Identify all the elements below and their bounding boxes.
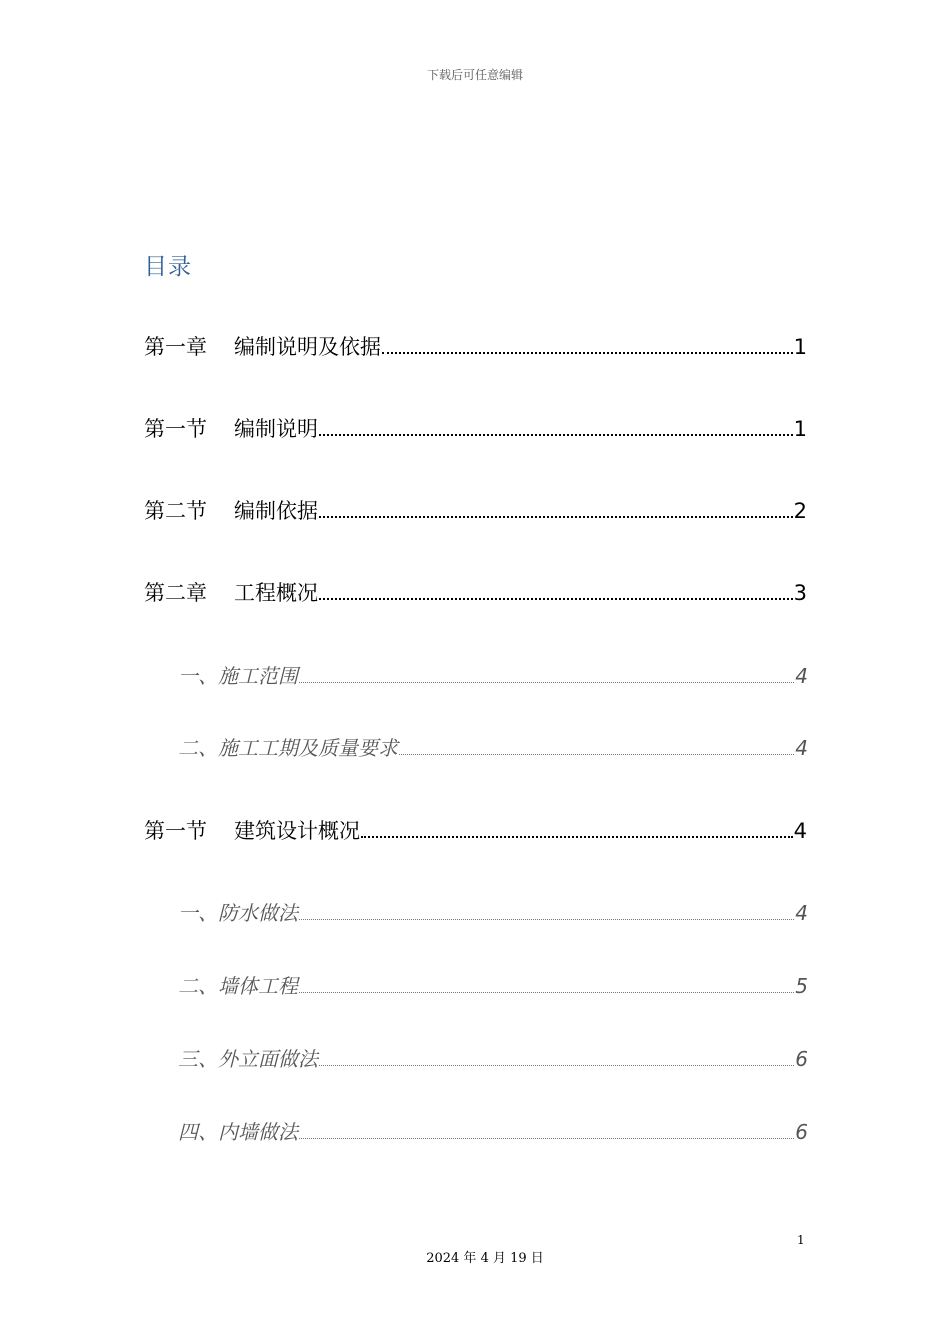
toc-entry-number: 一、 bbox=[178, 664, 218, 688]
toc-entry[interactable] bbox=[178, 1043, 808, 1075]
toc-entry-number: 第一节 bbox=[144, 819, 207, 843]
toc-dot-leader bbox=[319, 498, 793, 518]
toc-entry-page: 6 bbox=[795, 1047, 808, 1071]
toc-title: 目录 bbox=[144, 254, 192, 280]
toc-entry-number: 一、 bbox=[178, 901, 218, 925]
toc-entry-label: 建筑设计概况 bbox=[234, 819, 360, 843]
toc-entry-page: 4 bbox=[793, 819, 807, 843]
toc-entry-number: 第一节 bbox=[144, 417, 207, 441]
header-note: 下载后可任意编辑 bbox=[426, 68, 523, 82]
toc-entry-page: 1 bbox=[793, 335, 807, 359]
toc-dot-leader bbox=[319, 416, 793, 436]
toc-dot-leader bbox=[299, 900, 794, 920]
toc-entry[interactable] bbox=[144, 577, 807, 609]
toc-entry-number: 第一章 bbox=[144, 335, 207, 359]
toc-dot-leader bbox=[299, 663, 794, 683]
toc-dot-leader bbox=[399, 735, 794, 755]
toc-dot-leader bbox=[299, 1119, 794, 1139]
toc-dot-leader bbox=[382, 334, 793, 354]
toc-entry-label: 施工工期及质量要求 bbox=[218, 736, 398, 760]
toc-entry[interactable] bbox=[178, 1116, 808, 1148]
toc-entry-number: 四、 bbox=[178, 1120, 218, 1144]
toc-entry-page: 3 bbox=[793, 581, 807, 605]
toc-entry-page: 4 bbox=[795, 901, 808, 925]
toc-entry-number: 二、 bbox=[178, 974, 218, 998]
toc-entry-number: 三、 bbox=[178, 1047, 218, 1071]
footer-date: 2024 年 4 月 19 日 bbox=[426, 1251, 544, 1266]
toc-entry[interactable] bbox=[178, 660, 808, 692]
toc-entry-label: 编制说明及依据 bbox=[234, 335, 381, 359]
toc-entry-number: 第二章 bbox=[144, 581, 207, 605]
toc-entry-page: 5 bbox=[795, 974, 808, 998]
toc-entry-label: 编制依据 bbox=[234, 499, 318, 523]
toc-entry-number: 二、 bbox=[178, 736, 218, 760]
toc-entry[interactable] bbox=[144, 495, 807, 527]
toc-dot-leader bbox=[361, 818, 793, 838]
toc-entry[interactable] bbox=[144, 331, 807, 363]
toc-entry-label: 防水做法 bbox=[218, 901, 298, 925]
toc-entry-label: 编制说明 bbox=[234, 417, 318, 441]
toc-dot-leader bbox=[319, 580, 793, 600]
toc-entry-page: 1 bbox=[793, 417, 807, 441]
toc-entry-label: 工程概况 bbox=[234, 581, 318, 605]
toc-entry-page: 4 bbox=[795, 664, 808, 688]
toc-entry[interactable] bbox=[178, 897, 808, 929]
toc-entry[interactable] bbox=[178, 970, 808, 1002]
toc-entry[interactable] bbox=[144, 413, 807, 445]
toc-entry[interactable] bbox=[178, 732, 808, 764]
toc-entry-page: 2 bbox=[793, 499, 807, 523]
toc-entry-label: 墙体工程 bbox=[218, 974, 298, 998]
toc-dot-leader bbox=[319, 1046, 794, 1066]
toc-entry-label: 施工范围 bbox=[218, 664, 298, 688]
toc-entry[interactable] bbox=[144, 815, 807, 847]
page-number: 1 bbox=[797, 1233, 805, 1247]
toc-entry-page: 6 bbox=[795, 1120, 808, 1144]
toc-entry-page: 4 bbox=[795, 736, 808, 760]
toc-entry-number: 第二节 bbox=[144, 499, 207, 523]
toc-dot-leader bbox=[299, 973, 794, 993]
toc-entry-label: 外立面做法 bbox=[218, 1047, 318, 1071]
toc-entry-label: 内墙做法 bbox=[218, 1120, 298, 1144]
